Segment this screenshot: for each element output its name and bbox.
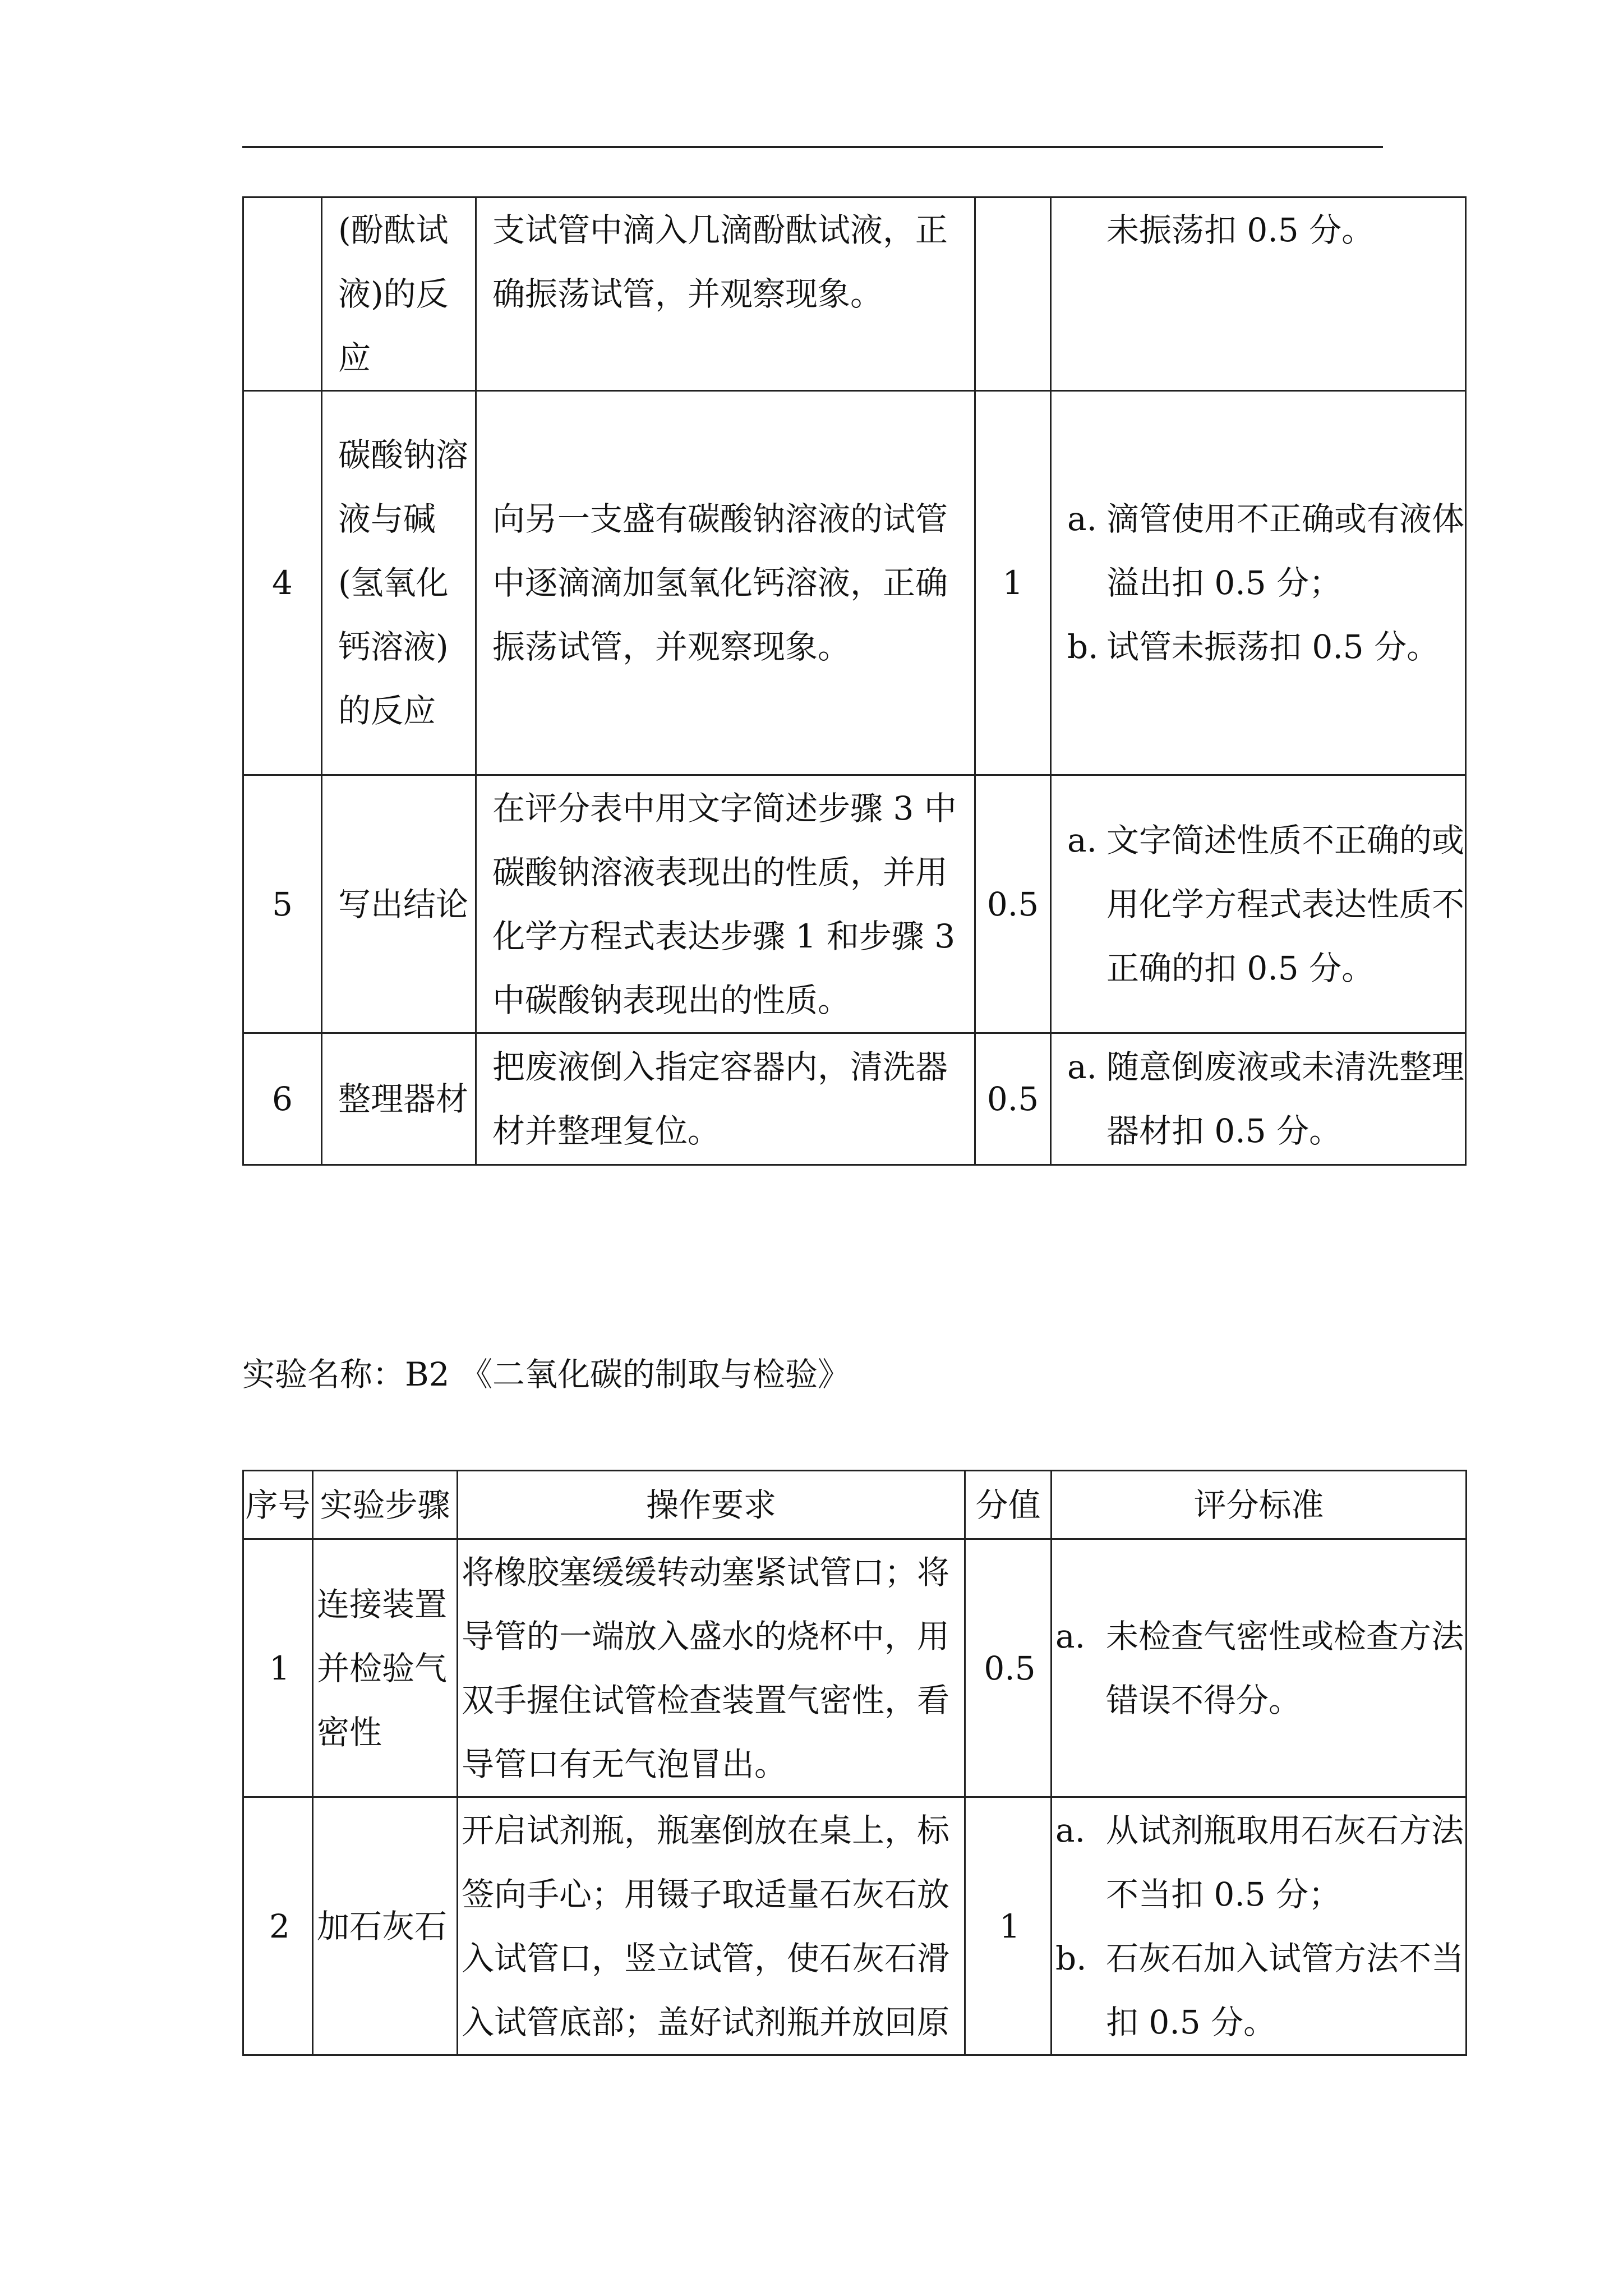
score-cell: 0.5 — [975, 775, 1051, 1033]
criteria-mark: b. — [1067, 628, 1099, 666]
criteria-mark: a. — [1055, 1811, 1086, 1849]
table-header-row — [243, 1471, 1467, 1539]
header-criteria: 评分标准 — [1052, 1471, 1467, 1539]
step-cell: 写出结论 — [322, 775, 476, 1033]
requirement-cell: 支试管中滴入几滴酚酞试液，正确振荡试管，并观察现象。 — [476, 197, 975, 391]
score-cell: 0.5 — [965, 1539, 1052, 1797]
step-cell: 连接装置并检验气密性 — [313, 1539, 458, 1797]
criteria-cell — [1052, 1797, 1467, 2055]
criteria-text: 试管未振荡扣 0.5 分。 — [1106, 628, 1440, 666]
table-row — [243, 391, 1466, 775]
criteria-cell — [1051, 391, 1466, 775]
score-cell: 0.5 — [975, 1033, 1051, 1165]
criteria-item — [1067, 487, 1465, 615]
criteria-item — [1067, 615, 1465, 679]
step-cell: 加石灰石 — [313, 1797, 458, 2055]
criteria-mark: a. — [1067, 1048, 1098, 1086]
header-score: 分值 — [965, 1471, 1052, 1539]
criteria-item — [1067, 808, 1465, 1000]
criteria-cell — [1052, 1539, 1467, 1797]
criteria-item — [1067, 1035, 1465, 1163]
table-row — [243, 775, 1466, 1033]
criteria-item — [1067, 198, 1465, 262]
criteria-text: 未检查气密性或检查方法错误不得分。 — [1106, 1617, 1464, 1719]
header-requirement: 操作要求 — [458, 1471, 965, 1539]
row-number: 2 — [243, 1797, 313, 2055]
criteria-cell — [1051, 775, 1466, 1033]
header-rule — [242, 146, 1383, 148]
requirement-cell: 把废液倒入指定容器内，清洗器材并整理复位。 — [476, 1033, 975, 1165]
criteria-mark: a. — [1067, 500, 1098, 538]
scoring-table-b2 — [242, 1470, 1467, 2056]
score-cell: 1 — [975, 391, 1051, 775]
header-number: 序号 — [243, 1471, 313, 1539]
criteria-text: 随意倒废液或未清洗整理器材扣 0.5 分。 — [1106, 1048, 1465, 1150]
criteria-item — [1055, 1926, 1465, 2054]
criteria-text: 滴管使用不正确或有液体溢出扣 0.5 分； — [1106, 500, 1465, 602]
criteria-mark — [1067, 198, 1106, 262]
criteria-text: 从试剂瓶取用石灰石方法不当扣 0.5 分； — [1106, 1811, 1464, 1913]
score-cell — [975, 197, 1051, 391]
step-cell: 整理器材 — [322, 1033, 476, 1165]
row-number: 6 — [243, 1033, 322, 1165]
table-row — [243, 1797, 1467, 2055]
row-number: 1 — [243, 1539, 313, 1797]
table-row — [243, 197, 1466, 391]
scoring-table-continued — [242, 196, 1467, 1166]
requirement-cell: 向另一支盛有碳酸钠溶液的试管中逐滴滴加氢氧化钙溶液，正确振荡试管，并观察现象。 — [476, 391, 975, 775]
criteria-item — [1055, 1798, 1465, 1926]
criteria-text: 未振荡扣 0.5 分。 — [1106, 211, 1375, 249]
criteria-text: 石灰石加入试管方法不当扣 0.5 分。 — [1106, 1939, 1464, 2041]
header-step: 实验步骤 — [313, 1471, 458, 1539]
score-cell: 1 — [965, 1797, 1052, 2055]
criteria-mark: a. — [1055, 1617, 1086, 1655]
table-row — [243, 1539, 1467, 1797]
row-number — [243, 197, 322, 391]
requirement-cell: 开启试剂瓶，瓶塞倒放在桌上，标签向手心；用镊子取适量石灰石放入试管口，竖立试管，使石灰石滑入试管底部；盖好试剂瓶并放回原 — [458, 1797, 965, 2055]
row-number: 5 — [243, 775, 322, 1033]
criteria-item — [1055, 1604, 1465, 1732]
requirement-cell: 在评分表中用文字简述步骤 3 中碳酸钠溶液表现出的性质，并用化学方程式表达步骤 1 和步骤 3 中碳酸钠表现出的性质。 — [476, 775, 975, 1033]
table-row — [243, 1033, 1466, 1165]
row-number: 4 — [243, 391, 322, 775]
criteria-mark: b. — [1055, 1939, 1087, 1977]
criteria-mark: a. — [1067, 821, 1098, 859]
criteria-cell — [1051, 197, 1466, 391]
criteria-text: 文字简述性质不正确的或用化学方程式表达性质不正确的扣 0.5 分。 — [1106, 821, 1465, 987]
experiment-title: 实验名称：B2 《二氧化碳的制取与检验》 — [242, 1355, 850, 1393]
step-cell: 碳酸钠溶液与碱(氢氧化钙溶液)的反应 — [322, 391, 476, 775]
step-cell: (酚酞试液)的反应 — [322, 197, 476, 391]
criteria-cell — [1051, 1033, 1466, 1165]
requirement-cell: 将橡胶塞缓缓转动塞紧试管口；将导管的一端放入盛水的烧杯中，用双手握住试管检查装置气密性，看导管口有无气泡冒出。 — [458, 1539, 965, 1797]
